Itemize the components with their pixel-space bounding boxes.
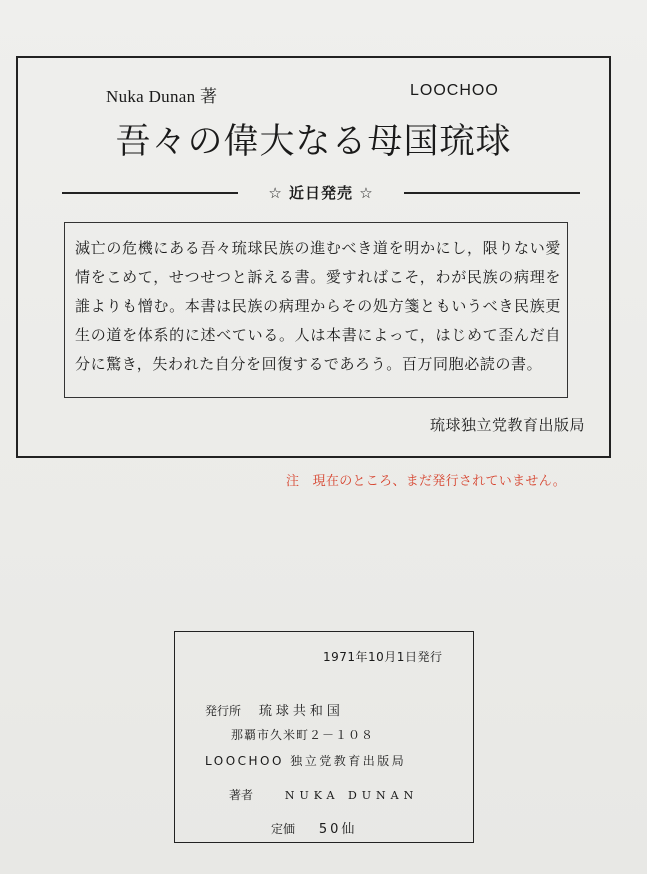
advertisement-box bbox=[16, 56, 611, 458]
colophon-box bbox=[174, 631, 474, 843]
author-label: 著者 bbox=[229, 788, 254, 802]
description-box bbox=[64, 222, 568, 398]
author-credit: Nuka Dunan 著 bbox=[106, 87, 218, 106]
description-text: 滅亡の危機にある吾々琉球民族の進むべき道を明かにし，限りない愛情をこめて，せつせつと訴える書。愛すればこそ，わが民族の病理を誰よりも憎む。本書は民族の病理からその処方箋ともいうべき民族更生の道を体系的に述べている。人は本書によって，はじめて歪んだ自分に驚き，失われた自分を回復するであろう。百万同胞必読の書。 bbox=[75, 239, 561, 373]
colophon-author-row bbox=[229, 786, 418, 803]
publication-date: 1971年10月1日発行 bbox=[323, 650, 443, 664]
publisher-address: 那覇市久米町２－１０８ bbox=[231, 728, 375, 742]
availability-note: 注 現在のところ、まだ発行されていません。 bbox=[286, 474, 567, 489]
price-label: 定価 bbox=[271, 822, 296, 836]
colophon-publisher-row bbox=[205, 700, 344, 719]
colophon-price-row bbox=[271, 818, 357, 837]
coming-soon-label: ☆ 近日発売 ☆ bbox=[268, 184, 374, 202]
book-title: 吾々の偉大なる母国琉球 bbox=[115, 122, 512, 162]
price-value: 50仙 bbox=[318, 822, 358, 837]
publisher-label: 発行所 bbox=[205, 704, 242, 718]
divider-line-left bbox=[62, 192, 238, 194]
series-name: LOOCHOO bbox=[410, 82, 499, 99]
publisher-value: 琉球共和国 bbox=[258, 704, 344, 719]
publisher-name: 琉球独立党教育出版局 bbox=[429, 416, 585, 434]
divider-line-right bbox=[404, 192, 580, 194]
coming-soon-divider bbox=[62, 182, 580, 204]
author-value: NUKA DUNAN bbox=[284, 789, 419, 802]
press-name: LOOCHOO 独立党教育出版局 bbox=[205, 754, 407, 768]
